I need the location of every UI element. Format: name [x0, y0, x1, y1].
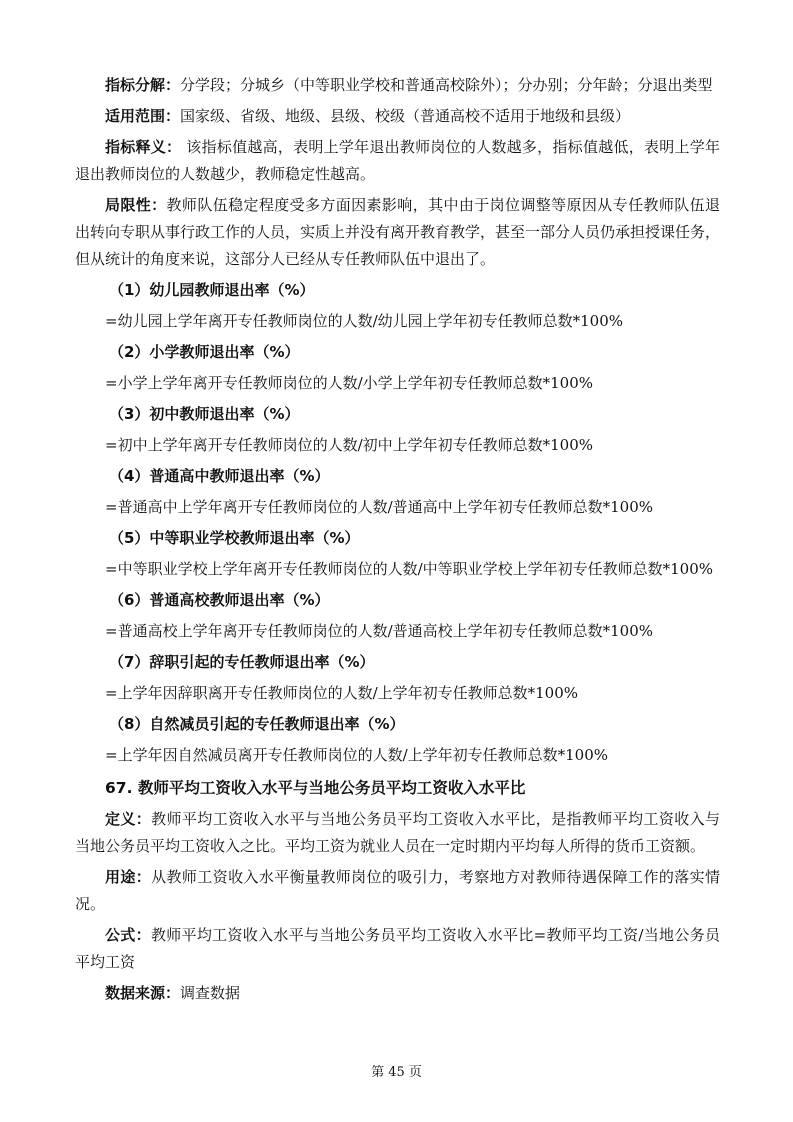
para-text: 该指标值越高，表明上学年退出教师岗位的人数越多，指标值越低，表明上学年退出教师岗位的人数越少，教师稳定性越高。: [75, 138, 720, 183]
limitations: [75, 192, 720, 273]
para-label: 定义：: [105, 810, 152, 828]
para-label: 适用范围：: [105, 107, 181, 125]
para-label: 公式：: [105, 926, 151, 944]
data-source: [75, 980, 720, 1007]
para-label: 局限性：: [105, 196, 167, 214]
indicator-interpretation: [75, 134, 720, 188]
usage: [75, 864, 720, 918]
item-title: （1）幼儿园教师退出率（%）: [109, 281, 315, 299]
para-text: 教师平均工资收入水平与当地公务员平均工资收入水平比=教师平均工资/当地公务员平均工资: [75, 926, 720, 971]
para-text: 调查数据: [180, 984, 241, 1002]
para-text: 从教师工资收入水平衡量教师岗位的吸引力，考察地方对教师待遇保障工作的落实情况。: [75, 868, 720, 913]
formula: [75, 922, 720, 976]
para-text: 分学段；分城乡（中等职业学校和普通高校除外）；分办别；分年龄；分退出类型: [180, 76, 713, 94]
item-formula: =上学年因辞职离开专任教师岗位的人数/上学年初专任教师总数*100%: [105, 684, 579, 702]
para-text: 教师队伍稳定程度受多方面因素影响，其中由于岗位调整等原因从专任教师队伍退出转向专职从事行政工作的人员，实质上并没有离开教育教学，甚至一部分人员仍承担授课任务，但从统计的角度来说，这部分人已经从专任教师队伍中退出了。: [75, 196, 721, 268]
applicable-scope: [75, 103, 720, 130]
item-formula: =上学年因自然减员离开专任教师岗位的人数/上学年初专任教师总数*100%: [105, 746, 609, 764]
item-title: （8）自然减员引起的专任教师退出率（%）: [109, 715, 405, 733]
section-heading: 67. 教师平均工资收入水平与当地公务员平均工资收入水平比: [105, 779, 526, 797]
document-page: [75, 72, 720, 1011]
para-label: 用途：: [105, 868, 152, 886]
para-text: 国家级、省级、地级、县级、校级（普通高校不适用于地级和县级）: [180, 107, 631, 125]
item-title: （3）初中教师退出率（%）: [109, 405, 300, 423]
item-formula: =幼儿园上学年离开专任教师岗位的人数/幼儿园上学年初专任教师总数*100%: [105, 312, 624, 330]
item-title: （2）小学教师退出率（%）: [109, 343, 300, 361]
item-formula: =中等职业学校上学年离开专任教师岗位的人数/中等职业学校上学年初专任教师总数*100%: [105, 560, 714, 578]
item-title: （7）辞职引起的专任教师退出率（%）: [109, 653, 375, 671]
para-label: 指标分解：: [105, 76, 181, 94]
page-number: 第 45 页: [371, 1065, 422, 1080]
indicator-breakdown: [75, 72, 720, 99]
para-label: 指标释义：: [105, 138, 182, 156]
item-formula: =初中上学年离开专任教师岗位的人数/初中上学年初专任教师总数*100%: [105, 436, 594, 454]
item-formula: =普通高校上学年离开专任教师岗位的人数/普通高校上学年初专任教师总数*100%: [105, 622, 654, 640]
item-title: （5）中等职业学校教师退出率（%）: [109, 529, 360, 547]
item-title: （4）普通高中教师退出率（%）: [109, 467, 330, 485]
item-formula: =普通高中上学年离开专任教师岗位的人数/普通高中上学年初专任教师总数*100%: [105, 498, 654, 516]
item-title: （6）普通高校教师退出率（%）: [109, 591, 330, 609]
definition: [75, 806, 720, 860]
item-formula: =小学上学年离开专任教师岗位的人数/小学上学年初专任教师总数*100%: [105, 374, 594, 392]
para-label: 数据来源：: [105, 984, 181, 1002]
para-text: 教师平均工资收入水平与当地公务员平均工资收入水平比，是指教师平均工资收入与当地公务员平均工资收入之比。平均工资为就业人员在一定时期内平均每人所得的货币工资额。: [75, 810, 720, 855]
